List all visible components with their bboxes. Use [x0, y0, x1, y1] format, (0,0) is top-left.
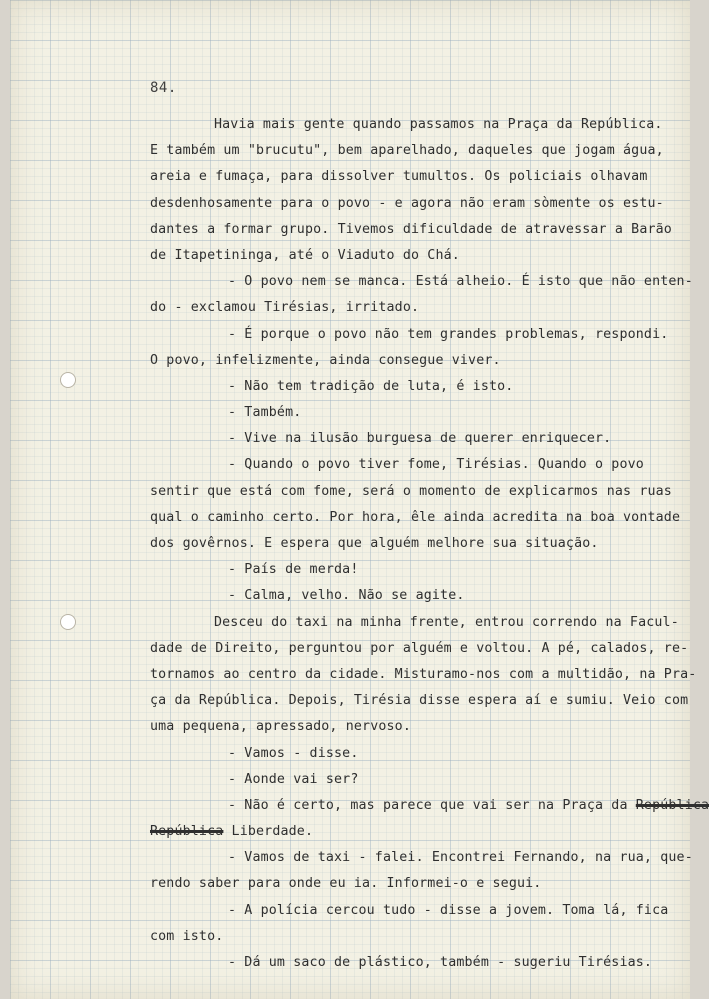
text-line — [150, 845, 693, 871]
line-text: ça da República. Depois, Tirésia disse espera aí e sumiu. Veio com — [150, 693, 689, 709]
text-line — [150, 662, 697, 688]
line-text: - Não tem tradição de luta, é isto. — [228, 378, 514, 394]
line-text: areia e fumaça, para dissolver tumultos. Os policiais olhavam — [150, 169, 648, 185]
text-line — [150, 426, 670, 452]
text-line — [150, 557, 670, 583]
line-text: - Vamos de taxi - falei. Encontrei Fernando, na rua, que- — [228, 850, 693, 866]
line-text: - Aonde vai ser? — [228, 771, 359, 787]
line-text: - É porque o povo não tem grandes problemas, respondi. — [228, 326, 669, 342]
text-line — [150, 191, 670, 217]
text-line — [150, 452, 670, 478]
struck-word: República — [635, 797, 709, 813]
line-text: Liberdade. — [223, 824, 314, 840]
line-text: Desceu do taxi na minha frente, entrou correndo na Facul- — [214, 614, 679, 630]
line-text: rendo saber para onde eu ia. Informei-o e segui. — [150, 876, 542, 892]
line-text: qual o caminho certo. Por hora, êle ainda acredita na boa vontade — [150, 509, 681, 525]
text-line — [150, 767, 670, 793]
line-text: do - exclamou Tirésias, irritado. — [150, 300, 420, 316]
line-text: com isto. — [150, 928, 224, 944]
line-text: uma pequena, apressado, nervoso. — [150, 719, 411, 735]
text-line — [150, 793, 709, 819]
text-line — [150, 636, 689, 662]
text-line — [150, 295, 670, 321]
text-line — [150, 871, 670, 897]
text-line — [150, 741, 670, 767]
text-line — [150, 714, 670, 740]
line-text: - Calma, velho. Não se agite. — [228, 588, 465, 604]
line-text: - Também. — [228, 405, 302, 421]
text-line — [150, 479, 670, 505]
line-text: - A polícia cercou tudo - disse a jovem. Toma lá, fica — [228, 902, 669, 918]
line-text: desdenhosamente para o povo - e agora não eram sòmente os estu- — [150, 195, 664, 211]
punch-hole-top — [60, 372, 76, 388]
text-line — [150, 112, 670, 138]
text-line — [150, 348, 670, 374]
line-text: - Quando o povo tiver fome, Tirésias. Quando o povo — [228, 457, 644, 473]
text-line — [150, 688, 689, 714]
line-text: Havia mais gente quando passamos na Praça da República. — [214, 117, 663, 132]
text-line — [150, 243, 670, 269]
text-line — [150, 898, 670, 924]
line-text: dantes a formar grupo. Tivemos dificuldade de atravessar a Barão — [150, 221, 672, 237]
line-text: dade de Direito, perguntou por alguém e voltou. A pé, calados, re- — [150, 640, 689, 656]
line-text: - Vamos - disse. — [228, 745, 359, 761]
text-line — [150, 819, 670, 845]
line-text: de Itapetininga, até o Viaduto do Chá. — [150, 247, 460, 263]
struck-word: República — [150, 824, 224, 840]
text-line — [150, 531, 670, 557]
body-text — [150, 112, 709, 976]
line-text: dos govêrnos. E espera que alguém melhore sua situação. — [150, 536, 599, 551]
line-text: sentir que está com fome, será o momento de explicarmos nas ruas — [150, 483, 672, 499]
line-text: tornamos ao centro da cidade. Misturamo-nos com a multidão, na Pra- — [150, 666, 697, 682]
typewritten-page — [10, 0, 709, 999]
text-line — [150, 217, 670, 243]
line-text: E também um "brucutu", bem aparelhado, daqueles que jogam água, — [150, 143, 664, 159]
line-text: - País de merda! — [228, 562, 359, 578]
page-number: 84. — [150, 80, 177, 96]
text-line — [150, 400, 670, 426]
text-line — [150, 374, 670, 400]
text-line — [150, 164, 670, 190]
line-text: - O povo nem se manca. Está alheio. É isto que não enten- — [228, 274, 693, 290]
text-line — [150, 924, 670, 950]
line-text: O povo, infelizmente, ainda consegue viver. — [150, 352, 501, 368]
line-text: - Dá um saco de plástico, também - sugeriu Tirésias. — [228, 955, 653, 970]
text-line — [150, 583, 670, 609]
text-line — [150, 138, 670, 164]
text-line — [150, 950, 670, 976]
line-text: - Vive na ilusão burguesa de querer enriquecer. — [228, 431, 612, 447]
text-line — [150, 610, 679, 636]
text-line — [150, 322, 670, 348]
punch-hole-bottom — [60, 614, 76, 630]
text-line — [150, 505, 681, 531]
line-text: - Não é certo, mas parece que vai ser na Praça da — [228, 797, 636, 813]
text-line — [150, 269, 693, 295]
